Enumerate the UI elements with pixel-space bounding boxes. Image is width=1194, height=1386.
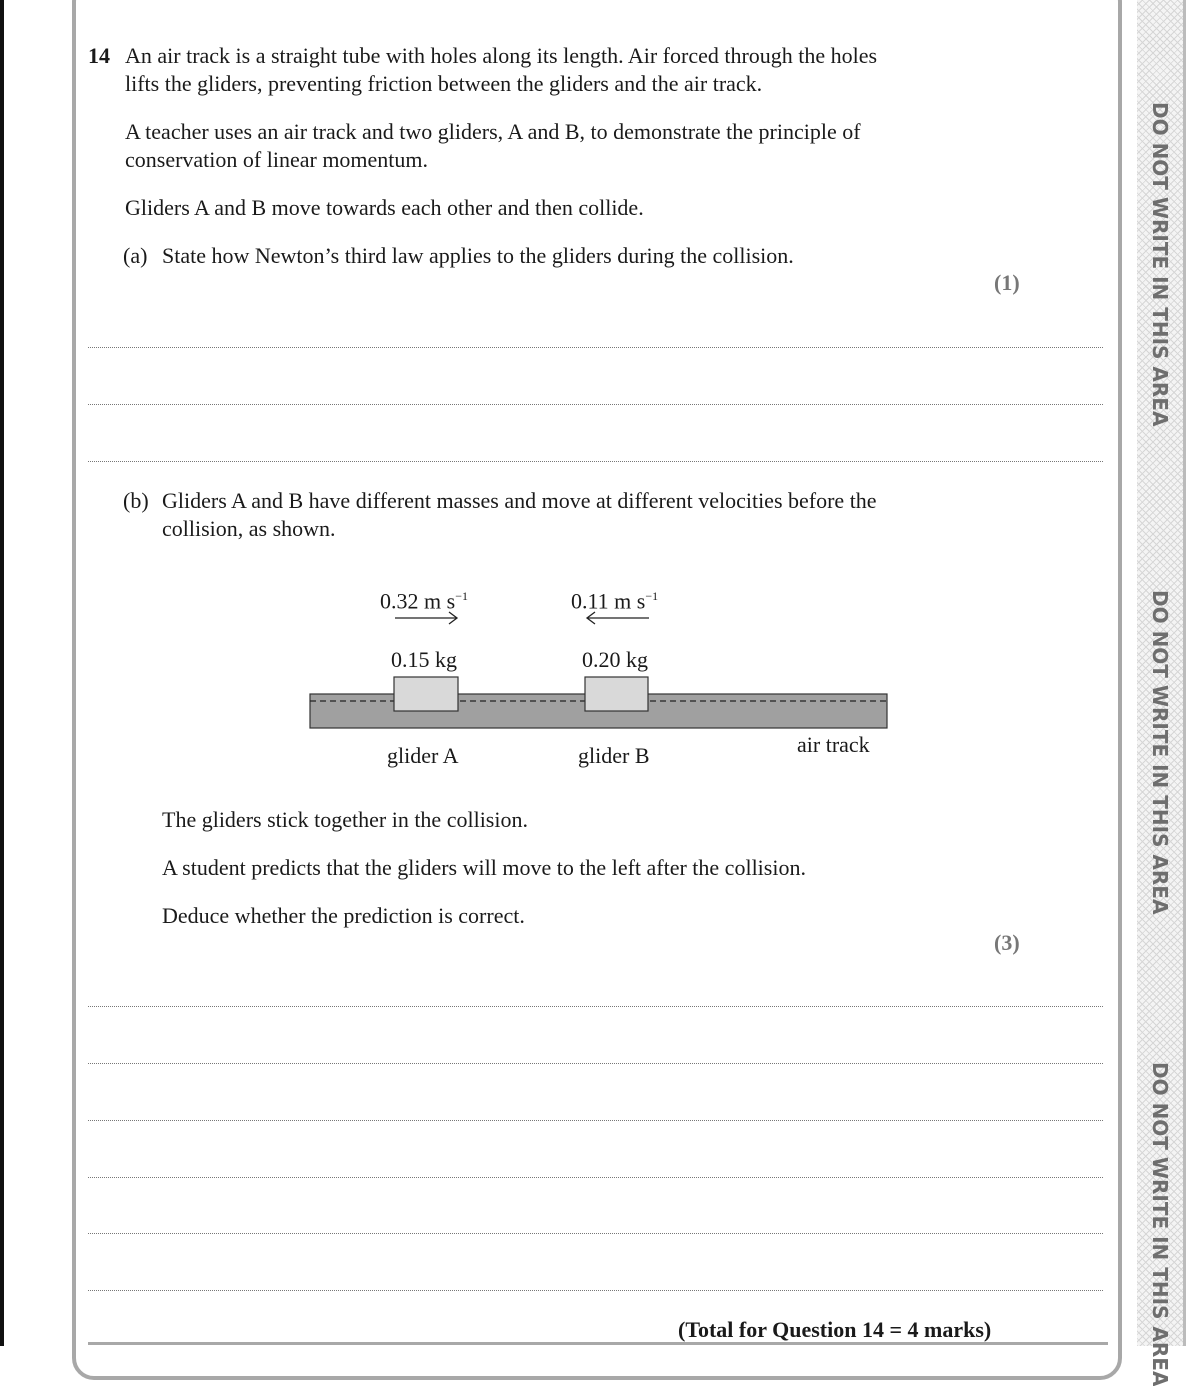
question-number: 14	[88, 43, 110, 68]
bottom-rule	[88, 1342, 1108, 1345]
answer-line[interactable]	[88, 1290, 1103, 1291]
answer-line[interactable]	[88, 404, 1103, 405]
do-not-write-label: DO NOT WRITE IN THIS AREA	[1148, 1062, 1172, 1386]
part-b-text: The gliders stick together in the collision.	[162, 807, 528, 832]
left-edge-bar	[0, 0, 4, 1346]
answer-line[interactable]	[88, 1120, 1103, 1121]
strip-border	[1183, 0, 1186, 1346]
part-b-text: collision, as shown.	[162, 516, 336, 541]
para-text: conservation of linear momentum.	[125, 147, 429, 172]
air-track-label: air track	[797, 732, 870, 757]
glider-a	[394, 677, 458, 711]
part-b-text: Deduce whether the prediction is correct.	[162, 903, 525, 928]
do-not-write-label: DO NOT WRITE IN THIS AREA	[1148, 590, 1172, 915]
glider-a-label: glider A	[387, 743, 459, 768]
intro-text: lifts the gliders, preventing friction between the gliders and the air track.	[125, 71, 763, 96]
glider-b-mass: 0.20 kg	[582, 647, 648, 672]
part-b-marks: (3)	[994, 930, 1020, 955]
glider-a-mass: 0.15 kg	[391, 647, 457, 672]
part-a-label: (a)	[123, 243, 148, 268]
answer-line[interactable]	[88, 1177, 1103, 1178]
right-arrow-icon	[395, 612, 457, 624]
para-text: A teacher uses an air track and two gliders, A and B, to demonstrate the principle of	[125, 119, 861, 144]
total-marks: (Total for Question 14 = 4 marks)	[678, 1317, 992, 1342]
answer-line[interactable]	[88, 1006, 1103, 1007]
answer-line[interactable]	[88, 461, 1103, 462]
answer-line[interactable]	[88, 1233, 1103, 1234]
velocity-exponent: −1	[455, 589, 468, 603]
glider-b-label: glider B	[578, 743, 650, 768]
velocity-exponent: −1	[645, 589, 659, 603]
left-arrow-icon	[587, 612, 649, 624]
part-b-text: Gliders A and B have different masses and move at different velocities before the	[162, 488, 877, 513]
velocity-value: 0.32 m s	[380, 588, 456, 614]
part-a-text: State how Newton’s third law applies to the gliders during the collision.	[162, 243, 794, 268]
part-a-marks: (1)	[994, 270, 1020, 295]
do-not-write-label: DO NOT WRITE IN THIS AREA	[1148, 102, 1172, 427]
answer-line[interactable]	[88, 347, 1103, 348]
para-text: Gliders A and B move towards each other and then collide.	[125, 195, 644, 220]
part-b-label: (b)	[123, 488, 149, 513]
answer-line[interactable]	[88, 1063, 1103, 1064]
intro-text: An air track is a straight tube with holes along its length. Air forced through the holes	[125, 43, 878, 68]
part-b-text: A student predicts that the gliders will move to the left after the collision.	[162, 855, 806, 880]
glider-b	[585, 677, 648, 711]
velocity-value: 0.11 m s	[571, 588, 646, 614]
